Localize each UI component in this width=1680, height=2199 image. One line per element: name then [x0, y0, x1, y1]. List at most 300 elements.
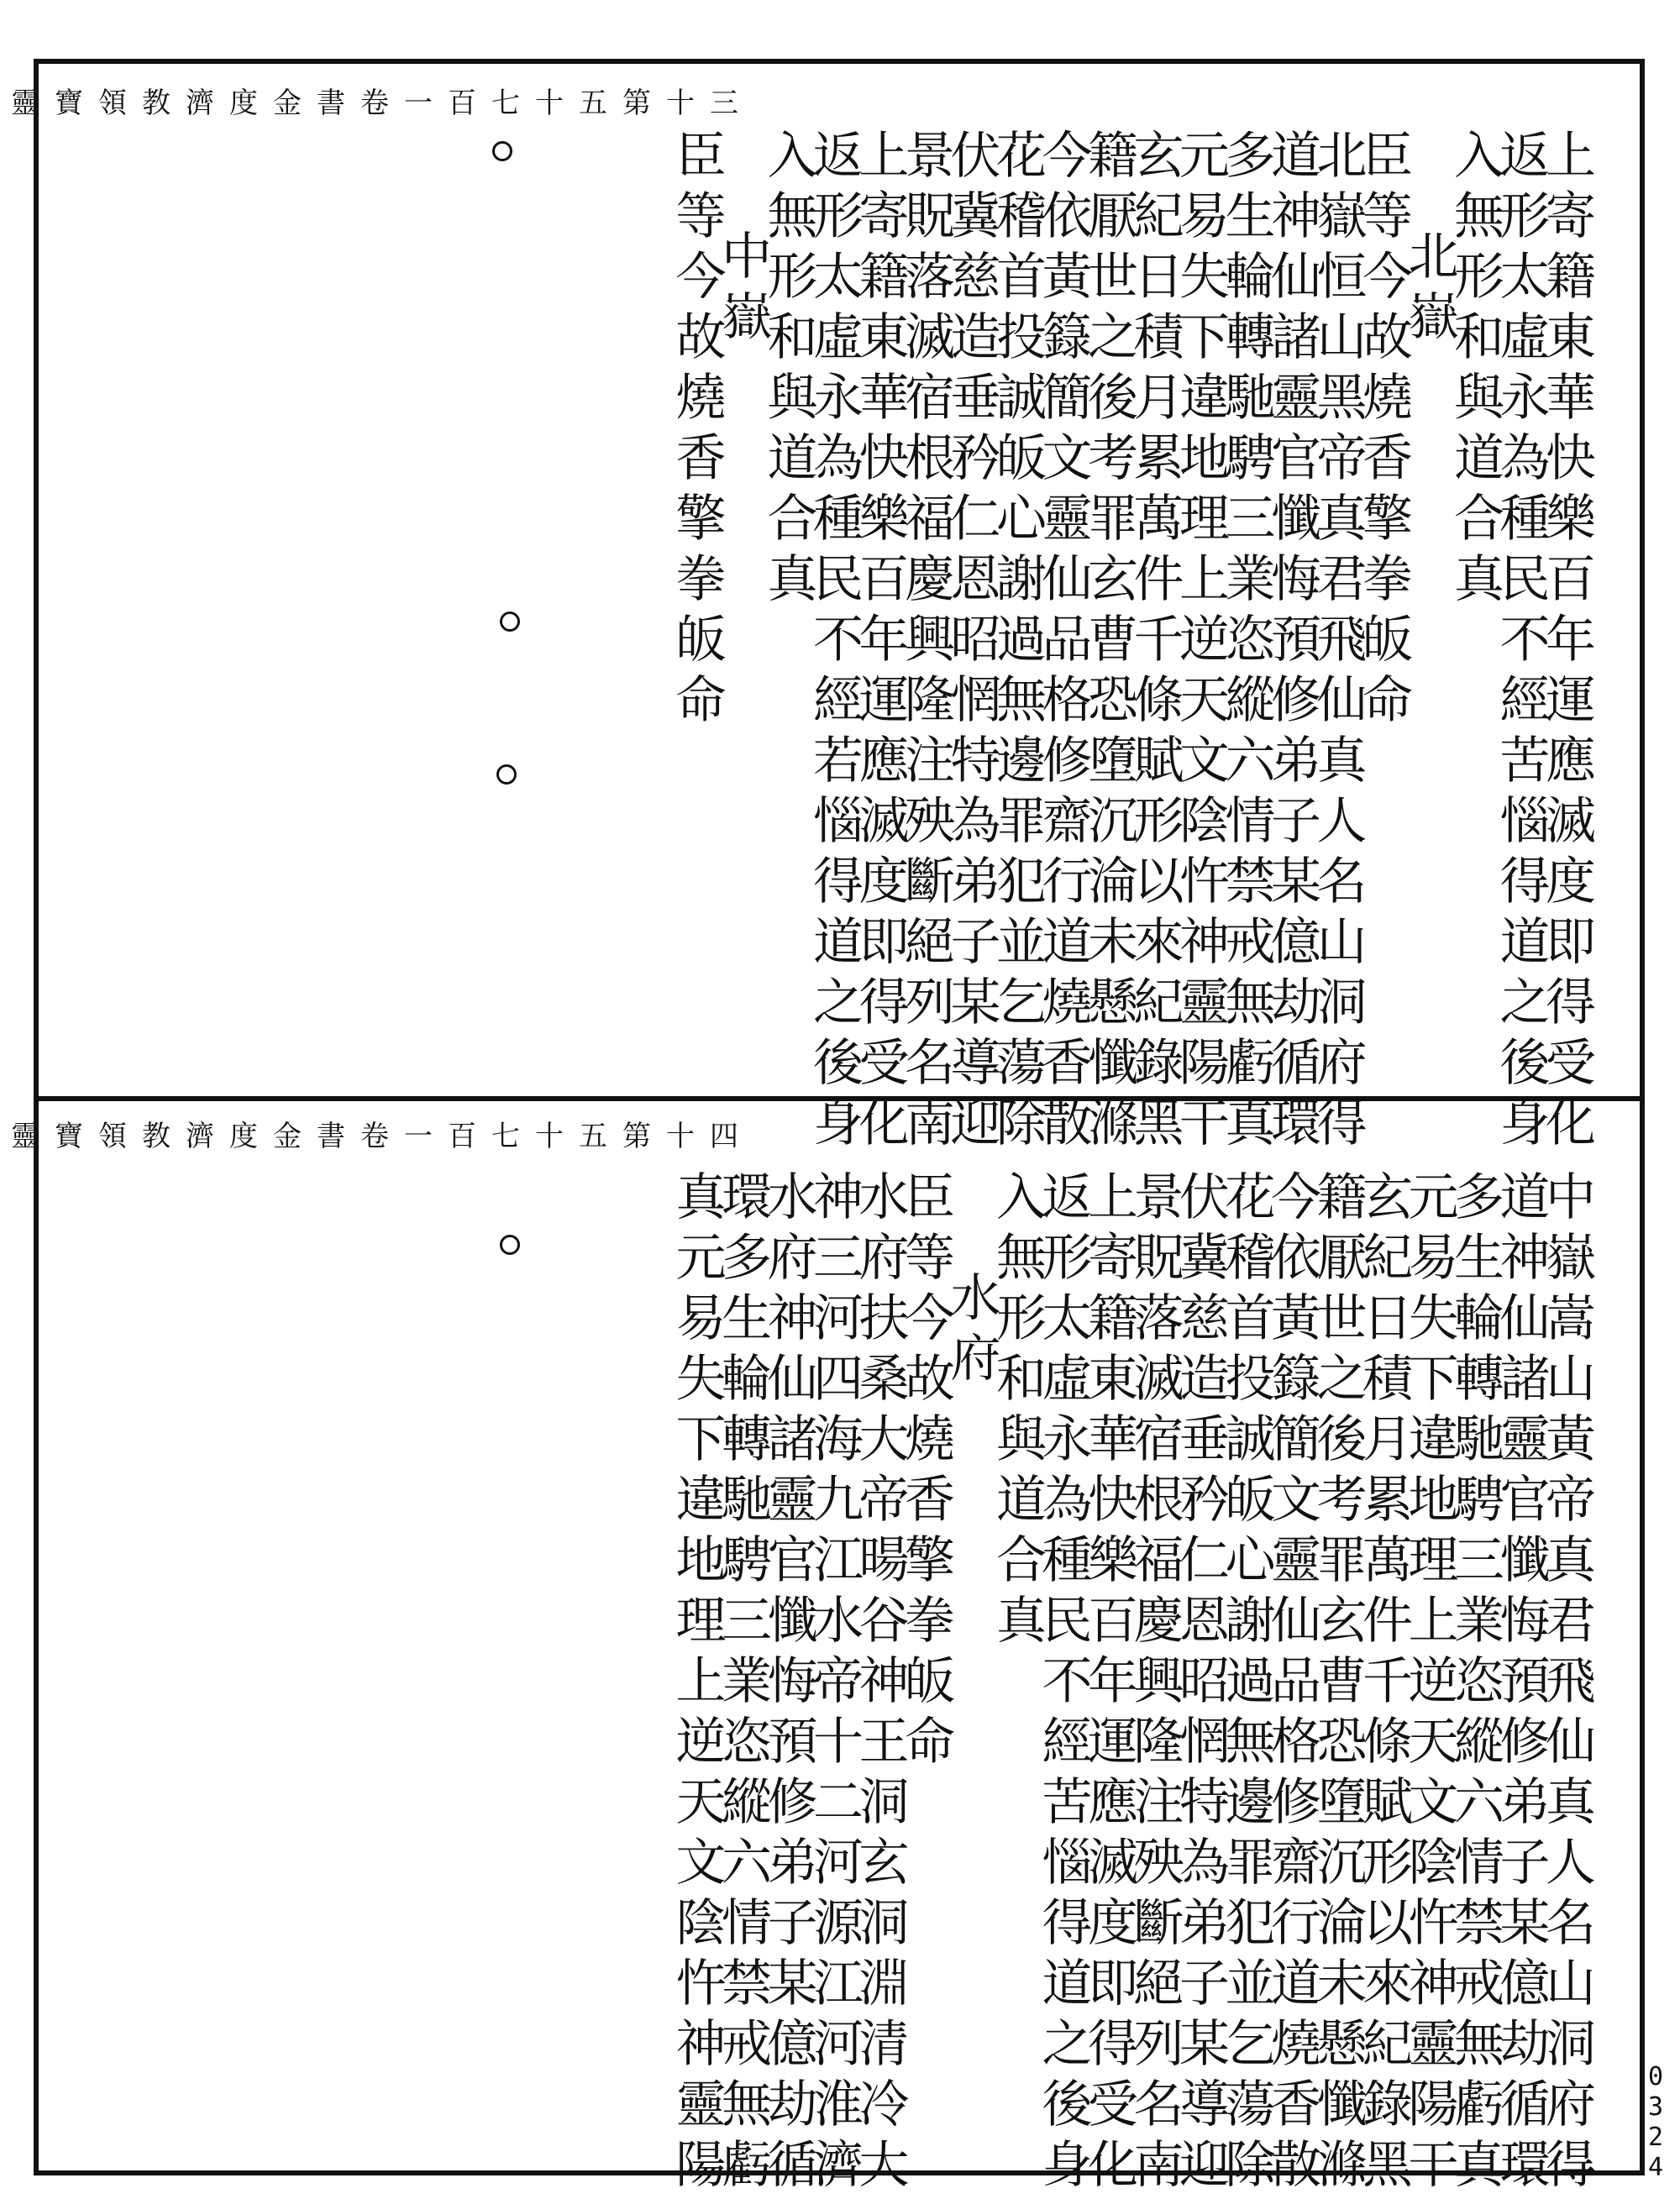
text-char: 無 — [996, 671, 1047, 730]
text-char: 道 — [1499, 913, 1551, 972]
text-char: 化 — [858, 1094, 910, 1153]
header-char: 書 — [317, 87, 345, 120]
text-char: 某 — [767, 1955, 818, 2013]
text-char: 神 — [858, 1652, 910, 1711]
text-char: 輪 — [1225, 248, 1276, 307]
text-char: 名 — [1546, 1894, 1596, 1953]
text-char: 特 — [950, 732, 1001, 790]
text-char: 罪 — [1316, 1531, 1368, 1590]
text-char: 厭 — [1316, 1229, 1368, 1288]
text-char: 形 — [1362, 1834, 1413, 1892]
text-char: 神 — [675, 2015, 727, 2074]
text-char: 簡 — [1271, 1410, 1321, 1469]
text-char: 福 — [905, 490, 955, 548]
text-char: 心 — [996, 490, 1047, 548]
text-char: 民 — [813, 550, 864, 609]
text-char: 厭 — [1088, 187, 1138, 246]
text-char: 皈 — [996, 429, 1047, 488]
text-char: 籍 — [1316, 1168, 1368, 1227]
text-char: 縱 — [1454, 1713, 1504, 1771]
text-char: 戒 — [1225, 913, 1276, 972]
text-char: 散 — [1042, 1094, 1093, 1153]
text-char: 形 — [1454, 248, 1504, 307]
text-char: 即 — [858, 913, 910, 972]
text-char: 條 — [1362, 1713, 1413, 1771]
text-char: 億 — [1499, 1955, 1551, 2013]
text-char: 邊 — [1225, 1773, 1276, 1832]
text-char: 得 — [858, 974, 910, 1032]
text-char: 悔 — [1499, 1592, 1551, 1651]
text-char: 千 — [1133, 611, 1184, 669]
text-char: 過 — [996, 611, 1047, 669]
text-char: 紀 — [1362, 2015, 1413, 2074]
text-char: 君 — [1316, 550, 1368, 609]
text-char: 件 — [1133, 550, 1184, 609]
text-char: 忤 — [1179, 853, 1230, 911]
text-char: 和 — [767, 308, 818, 367]
text-char: 垂 — [950, 369, 1001, 428]
text-char: 來 — [1362, 1955, 1413, 2013]
text-char: 洞 — [1546, 2015, 1596, 2074]
text-char: 江 — [813, 1955, 864, 2013]
text-char: 惘 — [950, 671, 1001, 730]
text-char: 等 — [675, 187, 727, 246]
text-char: 罪 — [1088, 490, 1138, 548]
text-char: 業 — [722, 1652, 772, 1711]
text-char: 上 — [1546, 127, 1596, 186]
text-char: 滌 — [1088, 1094, 1138, 1153]
text-char: 文 — [1179, 732, 1230, 790]
text-char: 君 — [1546, 1592, 1596, 1651]
text-char: 子 — [1271, 792, 1321, 851]
text-char: 造 — [1179, 1350, 1230, 1409]
text-char: 稽 — [1225, 1229, 1276, 1288]
text-char: 道 — [1042, 1955, 1093, 2013]
text-char: 業 — [1454, 1592, 1504, 1651]
punctuation-circle — [492, 141, 512, 161]
text-char: 清 — [858, 2015, 910, 2074]
text-char: 籙 — [1042, 308, 1093, 367]
text-char: 為 — [950, 792, 1001, 851]
text-char: 無 — [1454, 187, 1504, 246]
text-char: 黃 — [1271, 1289, 1321, 1348]
text-char: 錄 — [1133, 1034, 1184, 1093]
text-char: 得 — [1546, 974, 1596, 1032]
text-char: 惘 — [1179, 1713, 1230, 1771]
text-char: 某 — [950, 974, 1001, 1032]
text-char: 若 — [813, 732, 864, 790]
text-char: 日 — [1133, 248, 1184, 307]
header-char: 第 — [622, 1120, 651, 1153]
text-char: 皈 — [905, 1652, 955, 1711]
text-char: 景 — [1133, 1168, 1184, 1227]
text-char: 真 — [1316, 732, 1368, 790]
text-char: 嶽 — [1546, 1229, 1596, 1288]
text-char: 燒 — [675, 369, 727, 428]
text-char: 環 — [722, 1168, 772, 1227]
text-char: 恐 — [1088, 671, 1138, 730]
text-char: 黑 — [1133, 1094, 1184, 1153]
text-char: 修 — [1271, 1773, 1321, 1832]
text-char: 迎 — [1179, 2136, 1230, 2195]
text-char: 人 — [1546, 1834, 1596, 1892]
text-char: 神 — [767, 1289, 818, 1348]
text-char: 後 — [1316, 1410, 1368, 1469]
text-char: 民 — [1499, 550, 1551, 609]
text-char: 帝 — [1546, 1471, 1596, 1530]
text-char: 逆 — [1408, 1652, 1459, 1711]
text-char: 經 — [1042, 1713, 1093, 1771]
text-char: 得 — [813, 853, 864, 911]
text-char: 弟 — [1179, 1894, 1230, 1953]
text-char: 積 — [1362, 1350, 1413, 1409]
text-char: 失 — [1408, 1289, 1459, 1348]
header-char: 第 — [622, 87, 651, 120]
text-char: 品 — [1271, 1652, 1321, 1711]
text-char: 件 — [1362, 1592, 1413, 1651]
text-char: 道 — [1271, 127, 1321, 186]
text-char: 仙 — [1499, 1289, 1551, 1348]
text-char: 飛 — [1546, 1652, 1596, 1711]
text-char: 特 — [1179, 1773, 1230, 1832]
text-char: 劫 — [767, 2076, 818, 2134]
text-char: 伏 — [950, 127, 1001, 186]
text-char: 滅 — [905, 308, 955, 367]
text-char: 臣 — [905, 1168, 955, 1227]
text-char: 得 — [1316, 1094, 1368, 1153]
text-char: 神 — [1499, 1229, 1551, 1288]
text-char: 仁 — [1179, 1531, 1230, 1590]
text-char: 靈 — [1499, 1410, 1551, 1469]
header-char: 三 — [710, 87, 738, 120]
top-page-text-column — [1450, 126, 1509, 610]
text-char: 某 — [1179, 2015, 1230, 2074]
text-char: 未 — [1316, 1955, 1368, 2013]
text-char: 情 — [1225, 792, 1276, 851]
text-char: 貺 — [905, 187, 955, 246]
text-char: 多 — [1454, 1168, 1504, 1227]
text-char: 悔 — [1271, 550, 1321, 609]
text-char: 應 — [1088, 1773, 1138, 1832]
text-char: 輪 — [722, 1350, 772, 1409]
text-char: 之 — [1316, 1350, 1368, 1409]
text-char: 中 — [1546, 1168, 1596, 1227]
header-char: 2 — [1647, 2123, 1664, 2152]
text-char: 並 — [1225, 1955, 1276, 2013]
header-char: 一 — [404, 87, 433, 120]
text-char: 依 — [1042, 187, 1093, 246]
text-char: 諸 — [1499, 1350, 1551, 1409]
text-char: 列 — [905, 974, 955, 1032]
text-char: 華 — [1088, 1410, 1138, 1469]
text-char: 無 — [1454, 2015, 1504, 2074]
text-char: 苦 — [1499, 732, 1551, 790]
text-char: 馳 — [1225, 369, 1276, 428]
text-char: 虛 — [813, 308, 864, 367]
text-char: 即 — [1088, 1955, 1138, 2013]
text-char: 南 — [905, 1094, 955, 1153]
text-char: 今 — [905, 1289, 955, 1348]
text-char: 三 — [813, 1229, 864, 1288]
text-char: 受 — [1088, 2076, 1138, 2134]
text-char: 飛 — [1316, 611, 1368, 669]
text-char: 懸 — [1088, 974, 1138, 1032]
text-char: 臣 — [1362, 127, 1413, 186]
text-char: 形 — [996, 1289, 1047, 1348]
text-char: 為 — [813, 429, 864, 488]
text-char: 悔 — [767, 1652, 818, 1711]
text-char: 返 — [813, 127, 864, 186]
top-page — [11, 87, 1596, 1153]
text-char: 等 — [1362, 187, 1413, 246]
text-char: 道 — [813, 913, 864, 972]
text-char: 並 — [996, 913, 1047, 972]
text-char: 簡 — [1042, 369, 1093, 428]
text-char: 籍 — [1088, 127, 1138, 186]
text-char: 擎 — [905, 1531, 955, 1590]
text-char: 輪 — [1454, 1289, 1504, 1348]
text-char: 淪 — [1088, 853, 1138, 911]
text-char: 修 — [1271, 671, 1321, 730]
text-char: 條 — [1133, 671, 1184, 730]
text-char: 道 — [1499, 1168, 1551, 1227]
text-char: 冀 — [1179, 1229, 1230, 1288]
text-char: 東 — [1088, 1350, 1138, 1409]
text-char: 齋 — [1271, 1834, 1321, 1892]
text-char: 生 — [1454, 1229, 1504, 1288]
text-char: 弟 — [1499, 1773, 1551, 1832]
text-char: 經 — [813, 671, 864, 730]
text-char: 循 — [1499, 2076, 1551, 2134]
text-char: 沉 — [1316, 1834, 1368, 1892]
text-char: 籍 — [1088, 1289, 1138, 1348]
text-char: 真 — [1225, 1094, 1276, 1153]
header-char: 十 — [666, 87, 695, 120]
text-char: 未 — [1088, 913, 1138, 972]
text-char: 官 — [1499, 1471, 1551, 1530]
text-char: 注 — [1133, 1773, 1184, 1832]
text-char: 懺 — [1316, 2076, 1368, 2134]
text-char: 恩 — [950, 550, 1001, 609]
text-char: 合 — [767, 490, 818, 548]
text-char: 子 — [1499, 1834, 1551, 1892]
text-char: 寄 — [858, 187, 910, 246]
text-char: 根 — [905, 429, 955, 488]
text-char: 應 — [858, 732, 910, 790]
text-char: 故 — [1362, 308, 1413, 367]
text-char: 文 — [675, 1834, 727, 1892]
text-char: 嶽 — [722, 288, 772, 347]
text-char: 恣 — [722, 1713, 772, 1771]
text-char: 故 — [675, 308, 727, 367]
text-char: 暘 — [858, 1531, 910, 1590]
text-char: 神 — [1408, 1955, 1459, 2013]
text-char: 循 — [767, 2136, 818, 2195]
text-char: 上 — [1179, 550, 1230, 609]
text-char: 度 — [1088, 1894, 1138, 1953]
text-char: 十 — [813, 1713, 864, 1771]
text-char: 理 — [1179, 490, 1230, 548]
text-char: 世 — [1316, 1289, 1368, 1348]
text-char: 燒 — [905, 1410, 955, 1469]
text-char: 洞 — [858, 1773, 910, 1832]
text-char: 冀 — [950, 187, 1001, 246]
header-char: 教 — [142, 87, 171, 120]
text-char: 興 — [1133, 1652, 1184, 1711]
text-char: 靈 — [767, 1471, 818, 1530]
text-char: 賦 — [1133, 732, 1184, 790]
text-char: 仙 — [767, 1350, 818, 1409]
text-char: 中 — [722, 228, 772, 286]
text-char: 情 — [722, 1894, 772, 1953]
text-char: 得 — [1042, 1894, 1093, 1953]
text-char: 地 — [1179, 429, 1230, 488]
text-char: 為 — [1499, 429, 1551, 488]
text-char: 戒 — [1454, 1955, 1504, 2013]
text-char: 滅 — [1133, 1350, 1184, 1409]
text-char: 三 — [722, 1592, 772, 1651]
text-char: 嶽 — [1316, 187, 1368, 246]
text-char: 玄 — [1362, 1168, 1413, 1227]
bottom-page-text-column — [992, 1168, 1051, 1651]
text-char: 仁 — [950, 490, 1001, 548]
text-char: 江 — [813, 1531, 864, 1590]
page-number — [1643, 2062, 1668, 2183]
text-char: 下 — [1408, 1350, 1459, 1409]
header-char: 濟 — [186, 1120, 214, 1153]
text-char: 民 — [1042, 1592, 1093, 1651]
text-char: 黃 — [1546, 1410, 1596, 1469]
text-char: 恩 — [1179, 1592, 1230, 1651]
text-char: 種 — [813, 490, 864, 548]
text-char: 天 — [1179, 671, 1230, 730]
text-char: 生 — [1225, 187, 1276, 246]
text-char: 真 — [1454, 2136, 1504, 2195]
text-char: 之 — [1088, 308, 1138, 367]
text-char: 源 — [813, 1894, 864, 1953]
text-char: 誠 — [996, 369, 1047, 428]
text-char: 真 — [767, 550, 818, 609]
text-char: 花 — [1225, 1168, 1276, 1227]
bottom-page — [11, 1120, 1596, 2195]
text-char: 導 — [1179, 2076, 1230, 2134]
text-char: 年 — [858, 611, 910, 669]
text-char: 命 — [675, 671, 727, 730]
text-char: 惱 — [1042, 1834, 1093, 1892]
text-char: 滅 — [858, 792, 910, 851]
text-char: 錄 — [1362, 2076, 1413, 2134]
text-char: 合 — [996, 1531, 1047, 1590]
text-char: 子 — [767, 1894, 818, 1953]
text-char: 景 — [905, 127, 955, 186]
text-char: 違 — [1408, 1410, 1459, 1469]
text-char: 陰 — [675, 1894, 727, 1953]
text-char: 人 — [1316, 792, 1368, 851]
text-char: 化 — [1088, 2136, 1138, 2195]
text-char: 山 — [1546, 1955, 1596, 2013]
text-char: 返 — [1042, 1168, 1093, 1227]
text-char: 墮 — [1316, 1773, 1368, 1832]
text-char: 逆 — [675, 1713, 727, 1771]
text-char: 水 — [813, 1592, 864, 1651]
text-char: 情 — [1454, 1834, 1504, 1892]
text-char: 考 — [1088, 429, 1138, 488]
text-char: 華 — [1546, 369, 1596, 428]
header-char: 十 — [666, 1120, 695, 1153]
text-char: 億 — [1271, 913, 1321, 972]
text-char: 花 — [996, 127, 1047, 186]
header-char: 0 — [1647, 2062, 1664, 2091]
header-char: 度 — [229, 87, 258, 120]
text-char: 拳 — [905, 1592, 955, 1651]
text-char: 洞 — [1316, 974, 1368, 1032]
text-char: 仙 — [1271, 1592, 1321, 1651]
text-char: 擎 — [675, 490, 727, 548]
text-char: 累 — [1133, 429, 1184, 488]
text-char: 格 — [1042, 671, 1093, 730]
text-char: 預 — [1499, 1652, 1551, 1711]
text-char: 伏 — [1179, 1168, 1230, 1227]
text-char: 水 — [767, 1168, 818, 1227]
text-char: 命 — [1362, 671, 1413, 730]
header-char: 金 — [273, 87, 302, 120]
text-char: 騁 — [1225, 429, 1276, 488]
text-char: 落 — [1133, 1289, 1184, 1348]
text-char: 六 — [722, 1834, 772, 1892]
text-char: 元 — [675, 1229, 727, 1288]
text-char: 稽 — [996, 187, 1047, 246]
text-char: 恐 — [1316, 1713, 1368, 1771]
text-char: 樂 — [858, 490, 910, 548]
text-char: 天 — [675, 1773, 727, 1832]
text-char: 道 — [1454, 429, 1504, 488]
text-char: 即 — [1546, 913, 1596, 972]
text-char: 昭 — [950, 611, 1001, 669]
text-char: 億 — [767, 2015, 818, 2074]
text-char: 仙 — [1042, 550, 1093, 609]
text-char: 入 — [1454, 127, 1504, 186]
text-char: 扶 — [858, 1289, 910, 1348]
text-char: 為 — [1179, 1834, 1230, 1892]
text-char: 干 — [1179, 1094, 1230, 1153]
text-char: 誠 — [1225, 1410, 1276, 1469]
text-char: 無 — [1225, 974, 1276, 1032]
header-char: 五 — [579, 1120, 607, 1153]
punctuation-circle — [496, 764, 517, 785]
text-char: 故 — [905, 1350, 955, 1409]
bottom-page-text-column — [672, 1168, 731, 2196]
text-char: 矜 — [950, 429, 1001, 488]
text-char: 造 — [950, 308, 1001, 367]
text-char: 應 — [1546, 732, 1596, 790]
text-char: 滅 — [1088, 1834, 1138, 1892]
text-char: 上 — [675, 1652, 727, 1711]
text-char: 黃 — [1042, 248, 1093, 307]
text-char: 桑 — [858, 1350, 910, 1409]
text-char: 河 — [813, 1834, 864, 1892]
text-char: 府 — [1316, 1034, 1368, 1093]
header-char: 四 — [710, 1120, 738, 1153]
text-char: 滌 — [1316, 2136, 1368, 2195]
text-char: 邊 — [996, 732, 1047, 790]
text-char: 失 — [675, 1350, 727, 1409]
text-char: 擎 — [1362, 490, 1413, 548]
text-char: 六 — [1454, 1773, 1504, 1832]
text-char: 弟 — [767, 1834, 818, 1892]
text-char: 曹 — [1316, 1652, 1368, 1711]
text-char: 玄 — [1316, 1592, 1368, 1651]
text-char: 等 — [905, 1229, 955, 1288]
